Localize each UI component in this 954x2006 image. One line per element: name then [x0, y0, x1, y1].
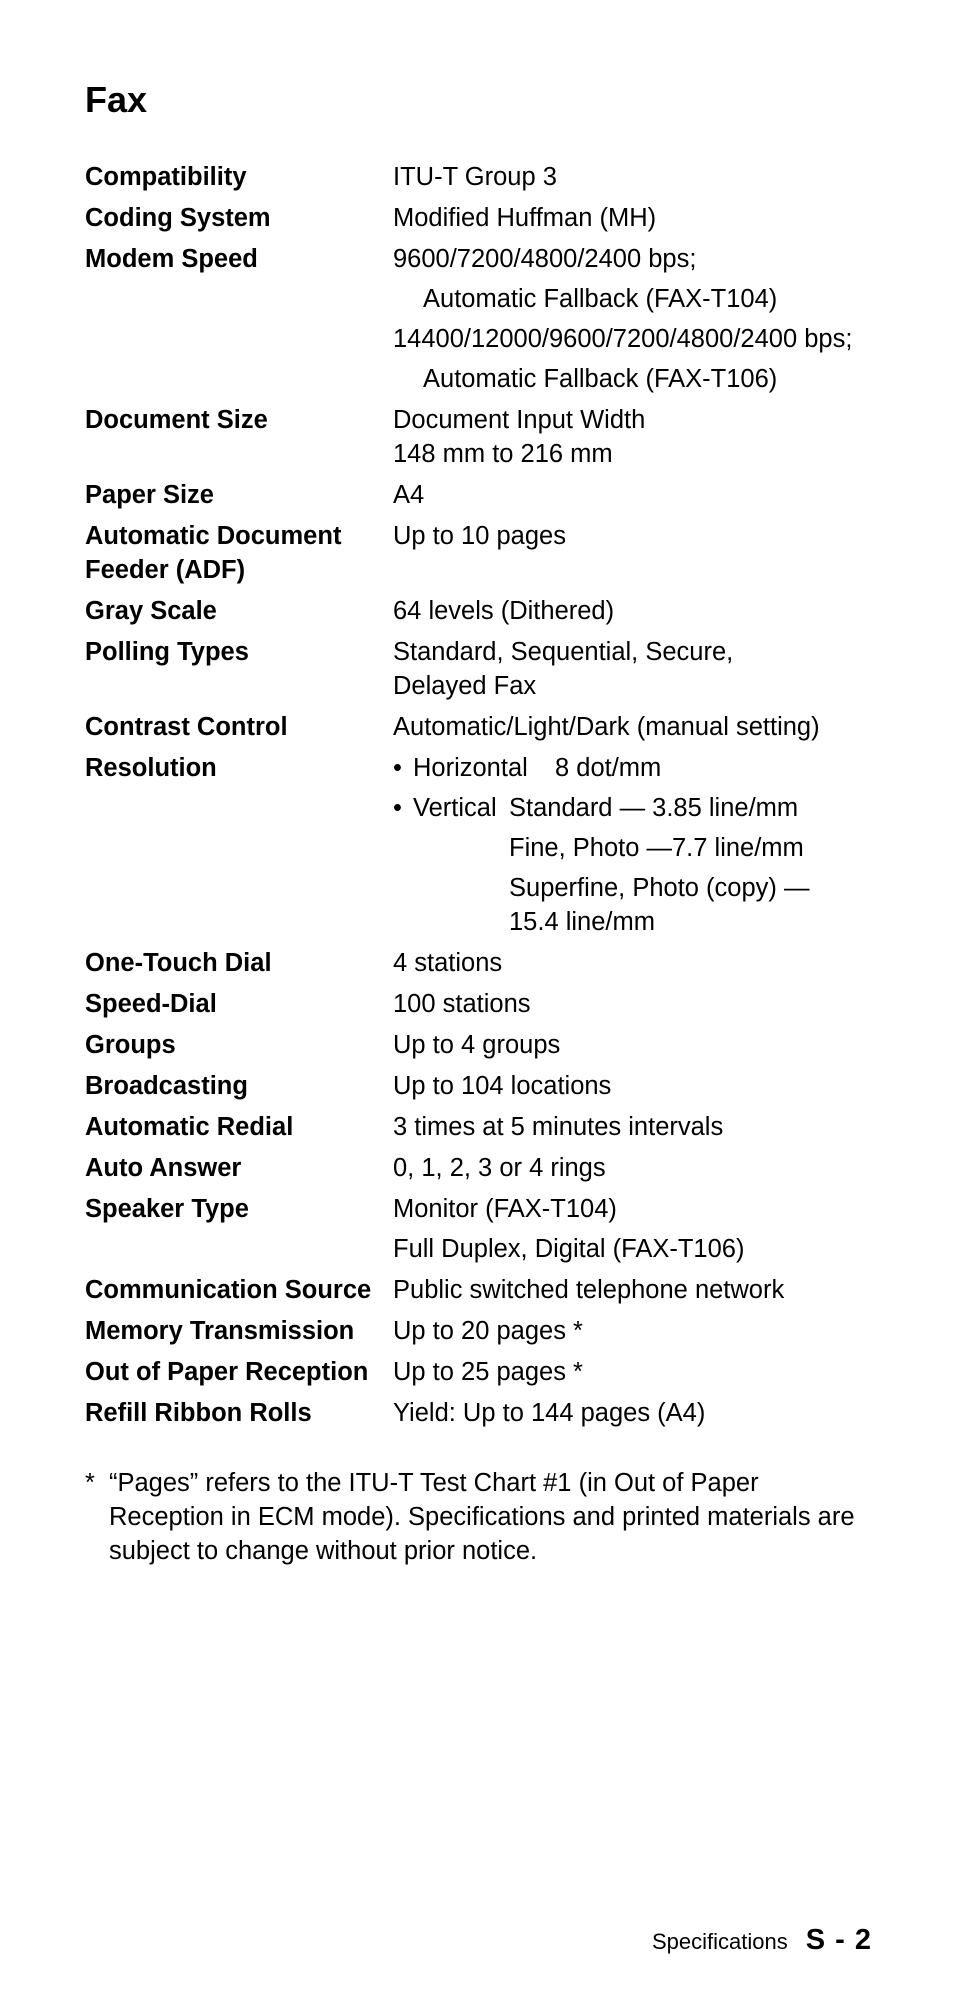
page-title: Fax: [85, 79, 148, 120]
spec-row-one-touch-dial: [85, 946, 885, 980]
resolution-horizontal: [393, 751, 885, 785]
spec-value-line: Up to 10 pages: [393, 522, 566, 550]
spec-value-line: 9600/7200/4800/2400 bps;: [393, 245, 697, 273]
spec-value-line: Standard, Sequential, Secure,: [393, 638, 734, 666]
spec-row-document-size: [85, 403, 885, 471]
spec-label: Refill Ribbon Rolls: [85, 1399, 312, 1427]
spec-value: [393, 478, 885, 512]
spec-row-memory-transmission: [85, 1314, 885, 1348]
bullet-icon: •: [393, 794, 402, 822]
spec-value-line: 14400/12000/9600/7200/4800/2400 bps;: [393, 325, 853, 353]
spec-row-communication-source: [85, 1273, 885, 1307]
spec-value-line: Up to 4 groups: [393, 1031, 561, 1059]
spec-label: Speed-Dial: [85, 990, 217, 1018]
spec-row-groups: [85, 1028, 885, 1062]
spec-value-line: 148 mm to 216 mm: [393, 440, 613, 468]
spec-value-line: Automatic/Light/Dark (manual setting): [393, 713, 820, 741]
spec-value: [393, 1028, 885, 1062]
spec-label: Resolution: [85, 754, 217, 782]
spec-value: [393, 987, 885, 1021]
spec-label: Compatibility: [85, 163, 247, 191]
spec-value-line: Delayed Fax: [393, 672, 537, 700]
spec-row-out-of-paper-reception: [85, 1355, 885, 1389]
spec-value: [393, 1396, 885, 1430]
spec-value: [393, 1110, 885, 1144]
spec-value-line: 100 stations: [393, 990, 531, 1018]
spec-value: [393, 519, 885, 553]
spec-value: [393, 242, 885, 396]
page-footer: [652, 1924, 872, 1957]
spec-value: [393, 635, 885, 703]
resolution-key: Horizontal: [413, 754, 528, 782]
spec-label: Contrast Control: [85, 713, 288, 741]
bullet-icon: •: [393, 754, 402, 782]
resolution-continuation: 15.4 line/mm: [509, 908, 655, 936]
spec-label: Communication Source: [85, 1276, 372, 1304]
spec-value: [393, 751, 885, 939]
spec-row-contrast-control: [85, 710, 885, 744]
spec-value: [393, 1314, 885, 1348]
spec-label: Modem Speed: [85, 245, 258, 273]
spec-value-line: Monitor (FAX-T104): [393, 1195, 617, 1223]
spec-label: Automatic Redial: [85, 1113, 294, 1141]
spec-label: Automatic Document Feeder (ADF): [85, 522, 342, 584]
resolution-value: 8 dot/mm: [555, 754, 662, 782]
spec-table: [85, 160, 885, 1437]
spec-value: [393, 160, 885, 194]
resolution-continuation: Fine, Photo —7.7 line/mm: [509, 834, 804, 862]
spec-label: Auto Answer: [85, 1154, 242, 1182]
spec-value-line: Yield: Up to 144 pages (A4): [393, 1399, 706, 1427]
spec-row-refill-ribbon-rolls: [85, 1396, 885, 1430]
spec-value-line: 3 times at 5 minutes intervals: [393, 1113, 724, 1141]
spec-value: [393, 710, 885, 744]
spec-value: [393, 1069, 885, 1103]
spec-label: Gray Scale: [85, 597, 217, 625]
spec-label: Polling Types: [85, 638, 249, 666]
spec-row-speaker-type: [85, 1192, 885, 1266]
spec-value-line: Automatic Fallback (FAX-T104): [423, 285, 778, 313]
spec-label: Document Size: [85, 406, 268, 434]
spec-value-line: 64 levels (Dithered): [393, 597, 615, 625]
spec-value: [393, 1355, 885, 1389]
spec-row-resolution: [85, 751, 885, 939]
spec-label: Paper Size: [85, 481, 214, 509]
spec-row-compatibility: [85, 160, 885, 194]
resolution-value: Standard — 3.85 line/mm: [509, 794, 799, 822]
spec-value-line: Document Input Width: [393, 406, 646, 434]
spec-value-line: ITU-T Group 3: [393, 163, 557, 191]
page-number: S - 2: [805, 1924, 872, 1956]
spec-label: One-Touch Dial: [85, 949, 272, 977]
spec-row-broadcasting: [85, 1069, 885, 1103]
spec-value: [393, 946, 885, 980]
resolution-key: Vertical: [413, 794, 497, 822]
footnote-mark: *: [85, 1469, 95, 1497]
footer-section-title: Specifications: [652, 1929, 788, 1954]
spec-value: [393, 1273, 885, 1307]
spec-label: Groups: [85, 1031, 176, 1059]
spec-label: Broadcasting: [85, 1072, 248, 1100]
spec-row-adf: [85, 519, 885, 587]
spec-value-line: Up to 25 pages *: [393, 1358, 583, 1386]
spec-value-line: 4 stations: [393, 949, 503, 977]
spec-label: Memory Transmission: [85, 1317, 355, 1345]
spec-value-line: Modified Huffman (MH): [393, 204, 657, 232]
spec-value-line: Full Duplex, Digital (FAX-T106): [393, 1235, 745, 1263]
spec-row-speed-dial: [85, 987, 885, 1021]
resolution-continuation: Superfine, Photo (copy) —: [509, 874, 810, 902]
spec-value-line: 0, 1, 2, 3 or 4 rings: [393, 1154, 606, 1182]
spec-value-line: Automatic Fallback (FAX-T106): [423, 365, 778, 393]
spec-value: [393, 594, 885, 628]
spec-value-line: Public switched telephone network: [393, 1276, 785, 1304]
footnote: [85, 1466, 875, 1568]
footnote-text: “Pages” refers to the ITU-T Test Chart #1 (in Out of Paper Reception in ECM mode). Specifications and printed materials are subject to change without prior notice.: [109, 1469, 855, 1565]
spec-row-automatic-redial: [85, 1110, 885, 1144]
spec-value: [393, 403, 885, 471]
spec-value-line: Up to 20 pages *: [393, 1317, 583, 1345]
spec-label: Out of Paper Reception: [85, 1358, 369, 1386]
spec-row-auto-answer: [85, 1151, 885, 1185]
resolution-vertical: [393, 791, 885, 825]
spec-value-line: Up to 104 locations: [393, 1072, 612, 1100]
spec-row-paper-size: [85, 478, 885, 512]
spec-label: Coding System: [85, 204, 271, 232]
spec-value: [393, 1151, 885, 1185]
spec-row-modem-speed: [85, 242, 885, 396]
spec-label: Speaker Type: [85, 1195, 249, 1223]
spec-row-gray-scale: [85, 594, 885, 628]
spec-row-polling-types: [85, 635, 885, 703]
spec-value: [393, 201, 885, 235]
spec-value: [393, 1192, 885, 1266]
spec-value-line: A4: [393, 481, 425, 509]
spec-row-coding-system: [85, 201, 885, 235]
